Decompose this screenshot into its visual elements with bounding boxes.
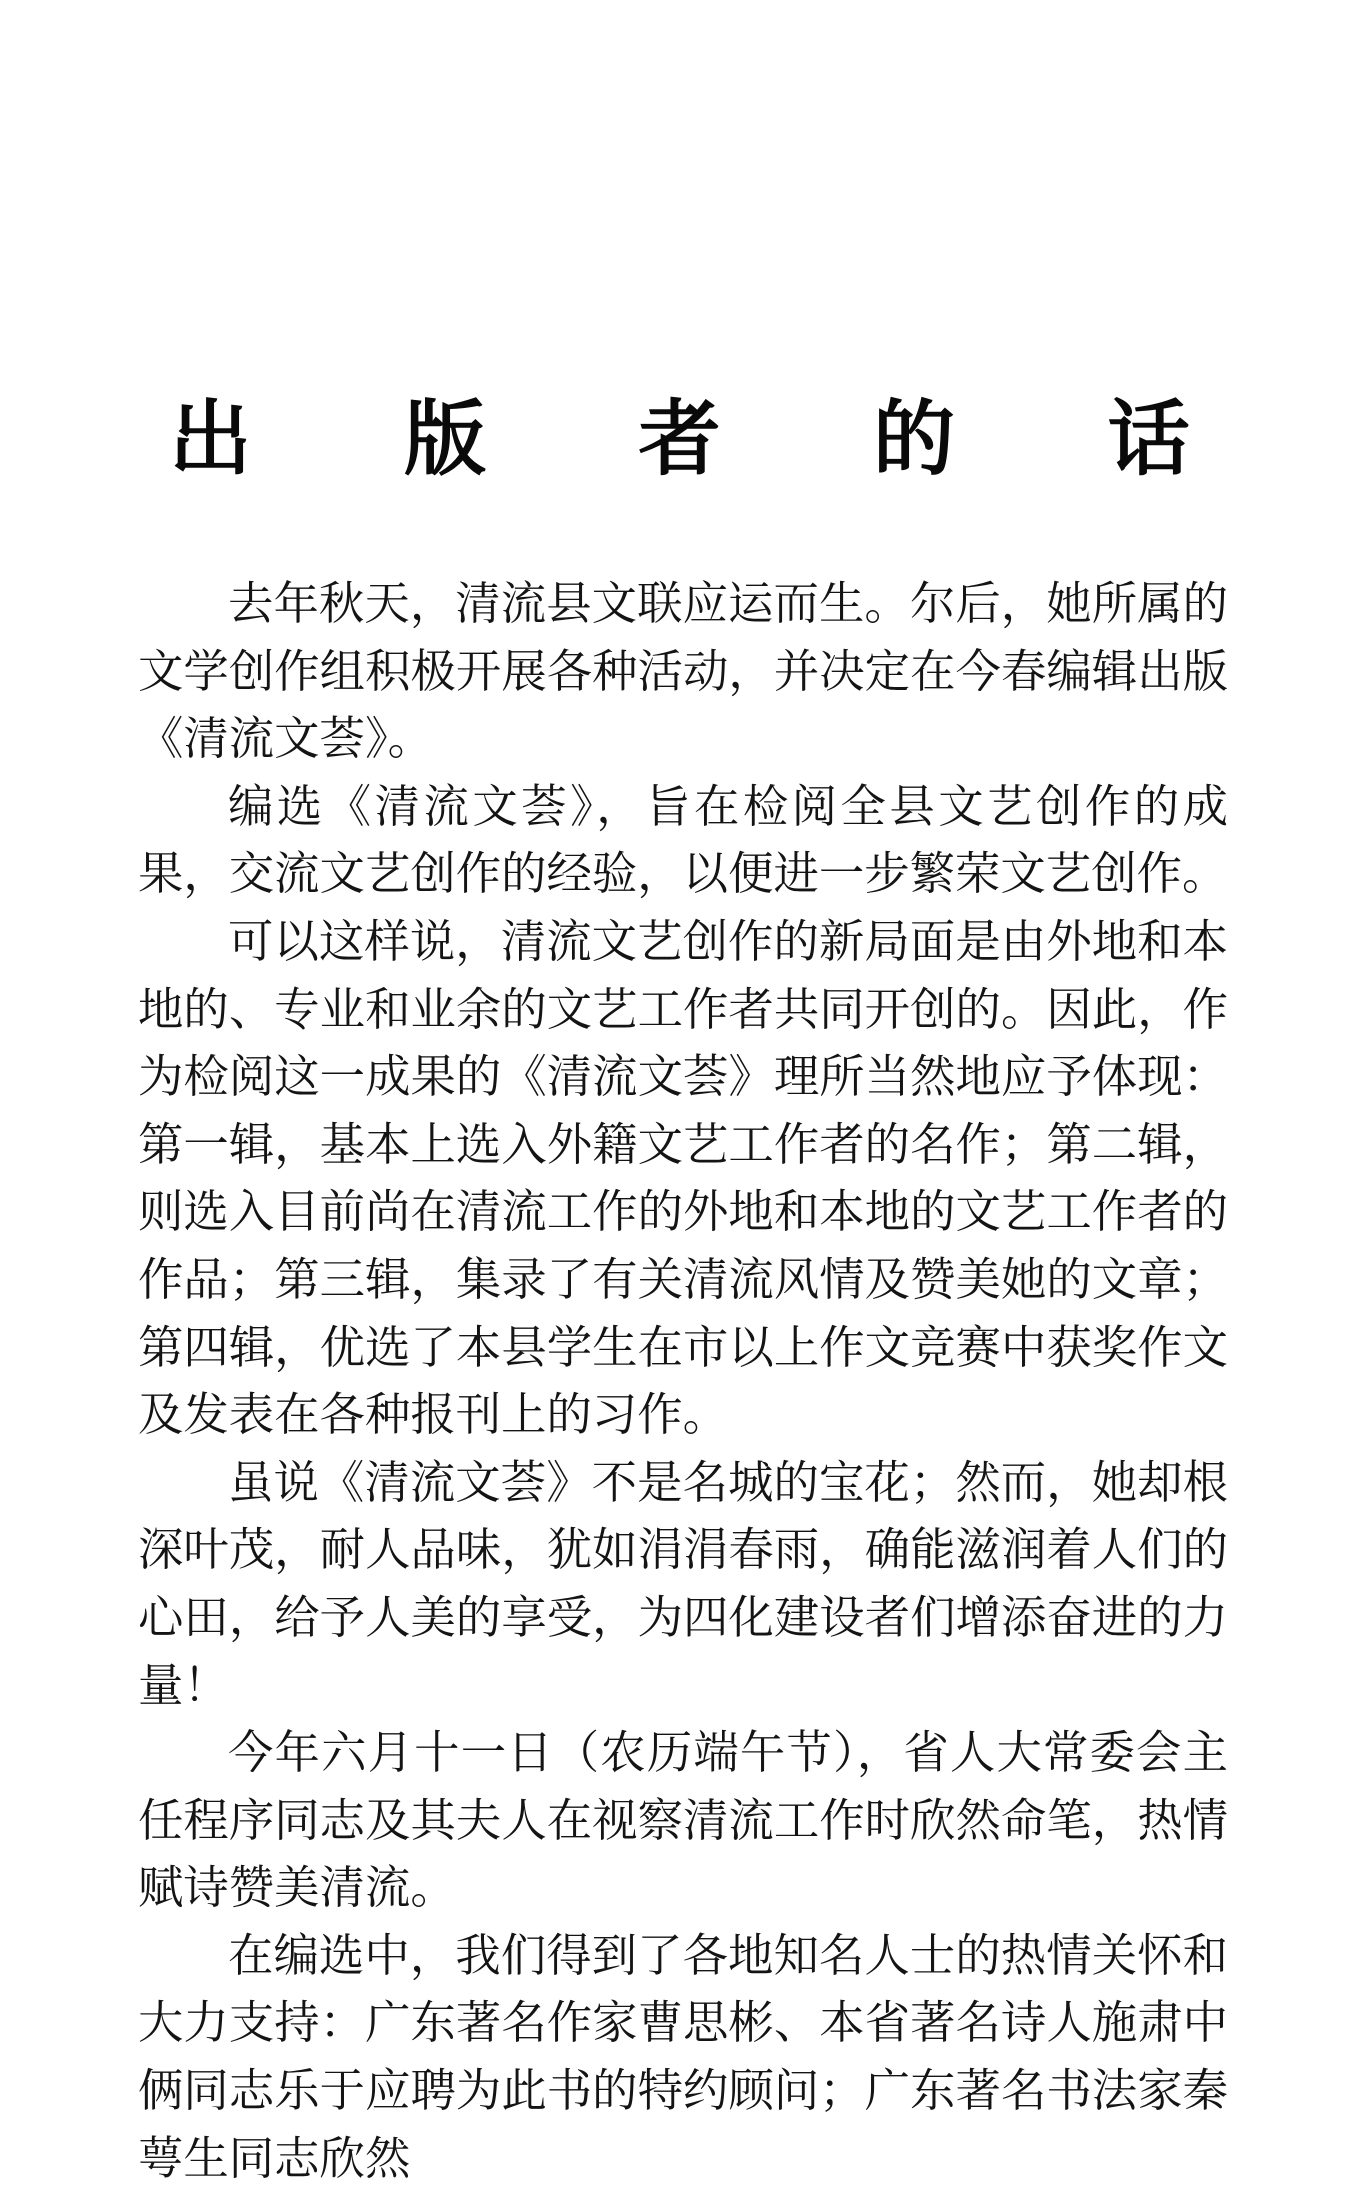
paragraph-5: 今年六月十一日（农历端午节），省人大常委会主任程序同志及其夫人在视察清流工作时欣然命笔，热情赋诗赞美清流。: [138, 1726, 1228, 1915]
paragraph-1: 去年秋天，清流县文联应运而生。尔后，她所属的文学创作组积极开展各种活动，并决定在今春编辑出版《清流文荟》。: [138, 577, 1228, 766]
paragraph-6: 在编选中，我们得到了各地知名人士的热情关怀和大力支持：广东著名作家曹思彬、本省著名诗人施肃中俩同志乐于应聘为此书的特约顾问；广东著名书法家秦萼生同志欣然: [138, 1928, 1228, 2185]
paragraph-4: 虽说《清流文荟》不是名城的宝花；然而，她却根深叶茂，耐人品味，犹如涓涓春雨，确能滋润着人们的心田，给予人美的享受，为四化建设者们增添奋进的力量！: [138, 1455, 1228, 1712]
page-title: 出 版 者 的 话: [169, 392, 1252, 487]
paragraph-2: 编选《清流文荟》，旨在检阅全县文艺创作的成果，交流文艺创作的经验，以便进一步繁荣文艺创作。: [138, 779, 1228, 901]
body-text: [138, 570, 1228, 2192]
paragraph-3: 可以这样说，清流文艺创作的新局面是由外地和本地的、专业和业余的文艺工作者共同开创的。因此，作为检阅这一成果的《清流文荟》理所当然地应予体现：第一辑，基本上选入外籍文艺工作者的名作；第二辑，则选入目前尚在清流工作的外地和本地的文艺工作者的作品；第三辑，集录了有关清流风情及赞美她的文章；第四辑，优选了本县学生在市以上作文竞赛中获奖作文及发表在各种报刊上的习作。: [138, 914, 1228, 1442]
